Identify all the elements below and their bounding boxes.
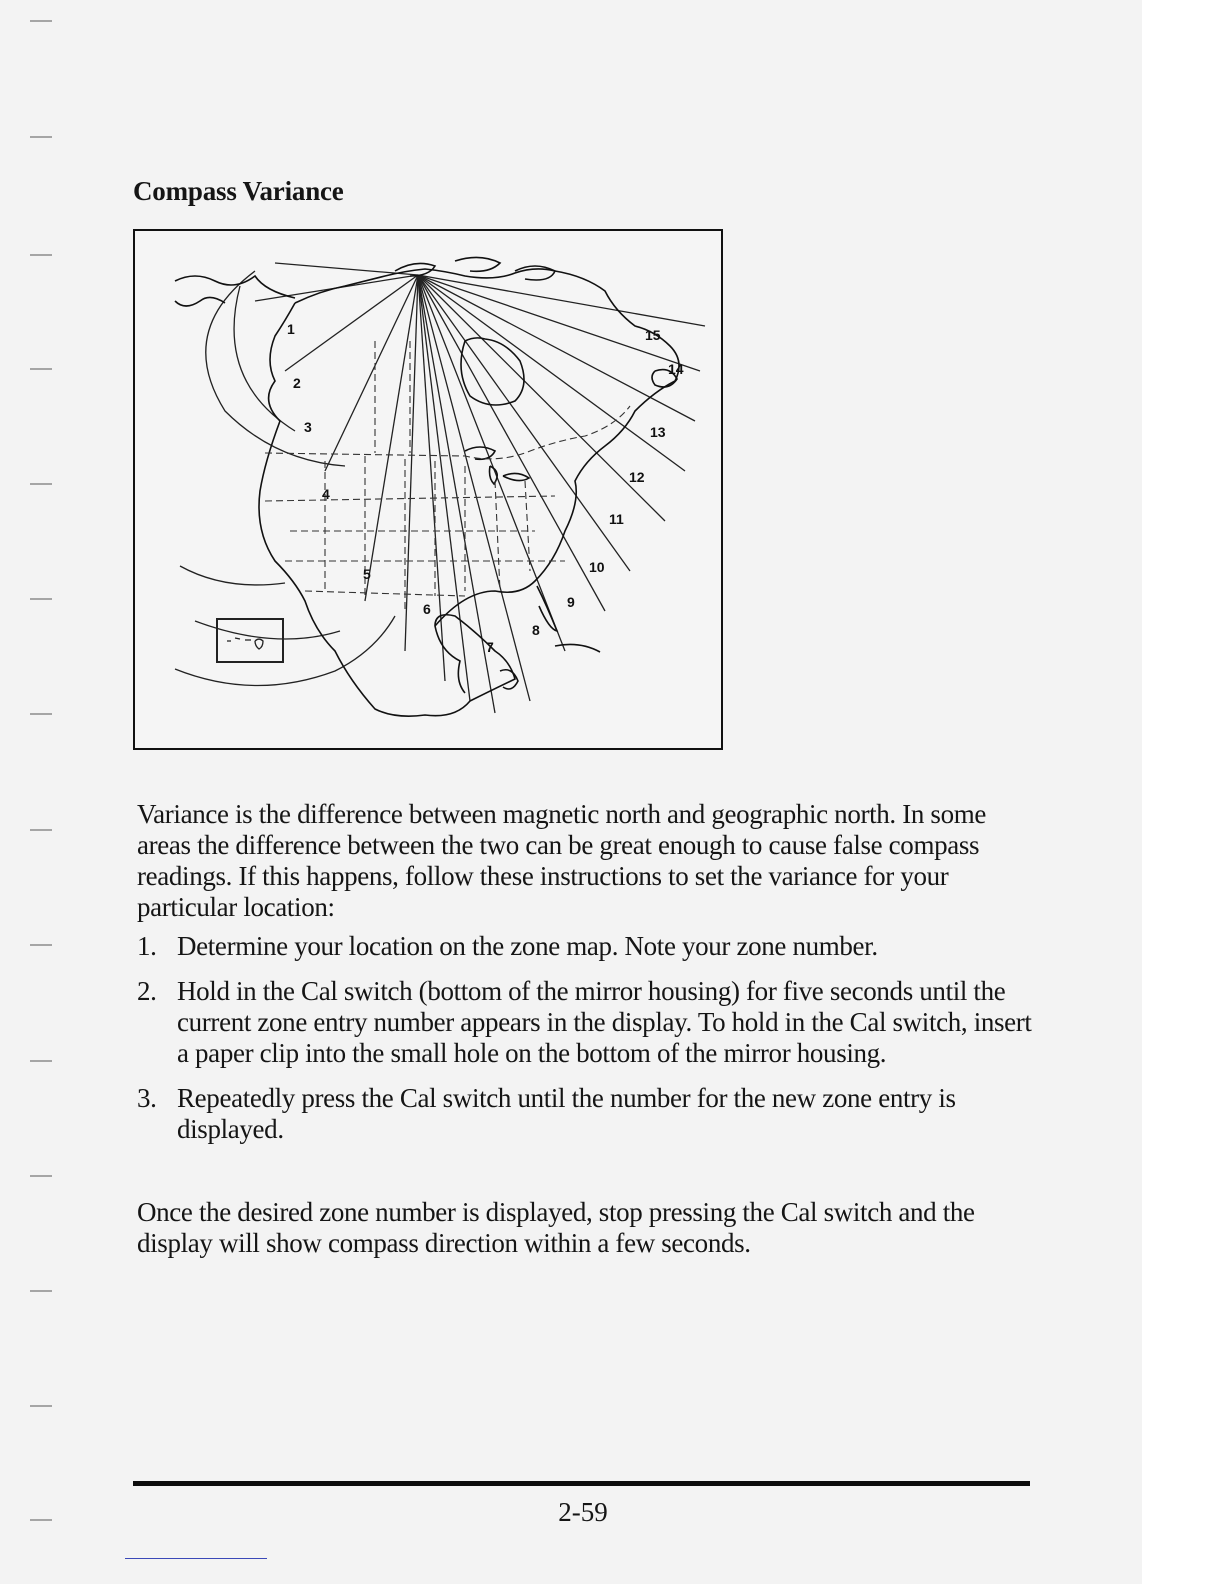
zone-label: 13 bbox=[650, 424, 666, 440]
margin-tick bbox=[30, 598, 52, 600]
margin-tick bbox=[30, 829, 52, 831]
zone-label: 14 bbox=[668, 361, 684, 377]
zone-label: 5 bbox=[363, 566, 371, 582]
zone-label: 10 bbox=[589, 559, 605, 575]
zone-label: 3 bbox=[304, 419, 312, 435]
margin-tick bbox=[30, 136, 52, 138]
step-item bbox=[137, 931, 1037, 962]
step-number: 2. bbox=[137, 976, 157, 1006]
zone-label: 11 bbox=[609, 511, 624, 527]
zone-label: 8 bbox=[532, 622, 540, 638]
margin-tick bbox=[30, 254, 52, 256]
margin-tick bbox=[30, 1175, 52, 1177]
margin-tick bbox=[30, 368, 52, 370]
step-number: 1. bbox=[137, 931, 157, 961]
zone-label: 9 bbox=[567, 594, 575, 610]
instruction-steps bbox=[137, 931, 1037, 1159]
margin-tick bbox=[30, 1405, 52, 1407]
step-item bbox=[137, 976, 1037, 1069]
margin-tick bbox=[30, 1290, 52, 1292]
step-text: Determine your location on the zone map. Note your zone number. bbox=[177, 931, 878, 961]
step-item bbox=[137, 1083, 1037, 1145]
zone-label: 15 bbox=[645, 327, 661, 343]
zone-map-drawing bbox=[135, 231, 721, 748]
footer-rule bbox=[133, 1481, 1030, 1486]
page-number: 2-59 bbox=[558, 1497, 608, 1527]
border-lines bbox=[265, 341, 630, 611]
margin-tick bbox=[30, 713, 52, 715]
step-text: Repeatedly press the Cal switch until the number for the new zone entry is displayed. bbox=[177, 1083, 956, 1144]
section-title: Compass Variance bbox=[133, 176, 344, 206]
zone-label: 1 bbox=[287, 321, 295, 337]
link-underline[interactable] bbox=[125, 1558, 267, 1559]
margin-tick bbox=[30, 20, 52, 22]
intro-paragraph: Variance is the difference between magnetic north and geographic north. In some areas the difference between the two can be great enough to cause false compass readings. If this happens, follow these instructions to set the variance for your particular location: bbox=[137, 799, 987, 922]
compass-zone-map bbox=[133, 229, 723, 750]
margin-tick bbox=[30, 1060, 52, 1062]
zone-label: 12 bbox=[629, 469, 645, 485]
zone-number-labels bbox=[287, 321, 684, 655]
step-text: Hold in the Cal switch (bottom of the mirror housing) for five seconds until the current zone entry number appears in the display. To hold in the Cal switch, insert a paper clip into the small hole on the bottom of the mirror housing. bbox=[177, 976, 1032, 1068]
zone-label: 4 bbox=[322, 486, 330, 502]
step-number: 3. bbox=[137, 1083, 157, 1113]
zone-label: 7 bbox=[486, 639, 494, 655]
outro-paragraph: Once the desired zone number is displayed, stop pressing the Cal switch and the display will show compass direction within a few seconds. bbox=[137, 1197, 975, 1258]
margin-tick bbox=[30, 944, 52, 946]
zone-lines bbox=[175, 263, 705, 713]
zone-label: 6 bbox=[423, 601, 431, 617]
margin-tick bbox=[30, 483, 52, 485]
zone-label: 2 bbox=[293, 375, 301, 391]
